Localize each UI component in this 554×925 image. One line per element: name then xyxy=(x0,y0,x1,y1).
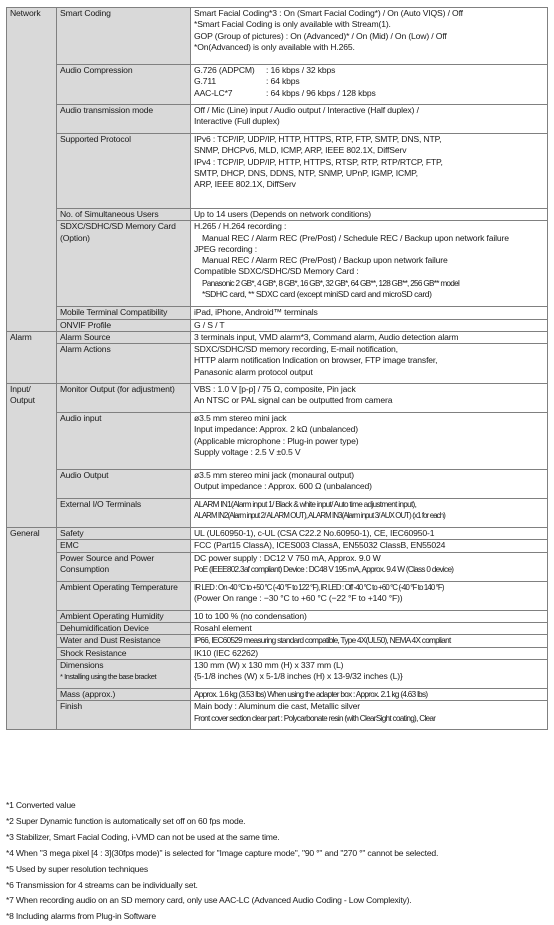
spec-category: Input/ Output xyxy=(7,384,57,528)
codec-bitrate: : 16 kbps / 32 kbps xyxy=(266,65,336,75)
spec-row xyxy=(7,701,548,730)
spec-row xyxy=(7,610,548,622)
spec-value xyxy=(191,65,548,105)
spec-item-label xyxy=(57,65,191,105)
spec-value xyxy=(191,688,548,700)
spec-value-line: IP66, IEC60529 measuring standard compatible, Type 4X(UL50), NEMA 4X compliant xyxy=(194,636,451,646)
spec-value-line: Main body : Aluminum die cast, Metallic silver xyxy=(194,701,360,712)
spec-item-text: Power Source and Power Consumption xyxy=(60,552,155,575)
spec-item-text: Mass (approx.) xyxy=(60,688,116,699)
spec-value-line: 130 mm (W) x 130 mm (H) x 337 mm (L) xyxy=(194,659,344,670)
spec-row xyxy=(7,647,548,659)
spec-value-line: Smart Facial Coding*3 : On (Smart Facial Coding*) / On (Auto VIQS) / Off xyxy=(194,8,463,18)
spec-row xyxy=(7,635,548,647)
spec-item-label xyxy=(57,221,191,307)
spec-value-line: An NTSC or PAL signal can be outputted from camera xyxy=(194,395,393,406)
codec-bitrate: : 64 kbps / 96 kbps / 128 kbps xyxy=(266,87,376,98)
spec-value xyxy=(191,623,548,635)
spec-item-label xyxy=(57,528,191,540)
spec-value xyxy=(191,307,548,319)
spec-value-line: VBS : 1.0 V [p-p] / 75 Ω, composite, Pin jack xyxy=(194,384,356,395)
spec-value-line: IR LED : On -40 °C to +50 °C (-40 °F to 122 °F), IR LED : Off -40 °C to +60 °C (-40 °F to 140 °F) xyxy=(194,582,444,592)
spec-row xyxy=(7,331,548,343)
spec-value-line: Panasonic 2 GB*, 4 GB*, 8 GB*, 16 GB*, 32 GB*, 64 GB**, 128 GB**, 256 GB** model xyxy=(202,278,460,288)
spec-value-line: *On(Advanced) is only available with H.265. xyxy=(194,41,355,52)
spec-row xyxy=(7,221,548,307)
spec-value-line: 3 terminals input, VMD alarm*3, Command alarm, Audio detection alarm xyxy=(194,331,459,342)
spec-item-text: Audio input xyxy=(60,413,102,424)
spec-value-line: G / S / T xyxy=(194,319,225,330)
footnote: *3 Stabilizer, Smart Facial Coding, i-VMD can not be used at the same time. xyxy=(6,831,280,842)
spec-item-text: Finish xyxy=(60,701,83,712)
spec-value-line: ALARM IN1(Alarm input 1/ Black & white input/ Auto time adjustment input), xyxy=(194,500,417,510)
spec-item-text: No. of Simultaneous Users xyxy=(60,209,159,219)
spec-value-line: Supply voltage : 2.5 V ±0.5 V xyxy=(194,447,301,458)
footnote: *7 When recording audio on an SD memory card, only use AAC-LC (Advanced Audio Coding - Low Complexity). xyxy=(6,895,412,906)
spec-item-text: Audio Output xyxy=(60,470,109,481)
spec-row xyxy=(7,413,548,470)
spec-value xyxy=(191,221,548,307)
spec-item-text: SDXC/SDHC/SD Memory Card (Option) xyxy=(60,221,176,243)
spec-item-text: Mobile Terminal Compatibility xyxy=(60,307,168,318)
spec-item-label xyxy=(57,499,191,528)
spec-item-label xyxy=(57,8,191,65)
spec-value-line: (Applicable microphone : Plug-in power type) xyxy=(194,435,359,446)
spec-value-line: HTTP alarm notification Indication on browser, FTP image transfer, xyxy=(194,355,438,366)
spec-value-line: Up to 14 users (Depends on network conditions) xyxy=(194,209,372,219)
spec-value-line: {5-1/8 inches (W) x 5-1/8 inches (H) x 13-9/32 inches (L)} xyxy=(194,671,403,682)
spec-item-label xyxy=(57,105,191,134)
spec-value xyxy=(191,552,548,581)
spec-value-line: UL (UL60950-1), c-UL (CSA C22.2 No.60950-1), CE, IEC60950-1 xyxy=(194,528,435,539)
spec-value-line: ø3.5 mm stereo mini jack xyxy=(194,413,287,424)
spec-row xyxy=(7,8,548,65)
spec-value-line: iPad, iPhone, Android™ terminals xyxy=(194,307,318,318)
spec-row xyxy=(7,307,548,319)
spec-item-label xyxy=(57,688,191,700)
spec-row xyxy=(7,659,548,688)
spec-item-label xyxy=(57,610,191,622)
spec-item-label xyxy=(57,209,191,221)
spec-value-line: ø3.5 mm stereo mini jack (monaural output) xyxy=(194,470,354,481)
spec-item-text: Shock Resistance xyxy=(60,647,127,658)
spec-item-label xyxy=(57,331,191,343)
spec-item-label xyxy=(57,540,191,552)
codec-name: AAC-LC*7 xyxy=(194,87,233,98)
spec-value-line: IPv4 : TCP/IP, UDP/IP, HTTP, HTTPS, RTSP, RTP, RTP/RTCP, FTP, xyxy=(194,156,443,167)
spec-row xyxy=(7,581,548,610)
specifications-table-body xyxy=(7,8,548,730)
spec-value xyxy=(191,331,548,343)
spec-value-line: *Smart Facial Coding is only available with Stream(1). xyxy=(194,19,391,30)
spec-value xyxy=(191,319,548,331)
spec-value xyxy=(191,209,548,221)
spec-item-label xyxy=(57,384,191,413)
spec-value-line: Off / Mic (Line) input / Audio output / Interactive (Half duplex) / xyxy=(194,105,419,115)
spec-value-line: Panasonic alarm protocol output xyxy=(194,366,313,377)
spec-item-text: EMC xyxy=(60,540,79,551)
footnote: *8 Including alarms from Plug-in Software xyxy=(6,911,156,922)
spec-value-line: Rosahl element xyxy=(194,623,252,634)
spec-value xyxy=(191,581,548,610)
spec-value xyxy=(191,701,548,730)
spec-category: Network xyxy=(7,8,57,332)
spec-value-line: PoE (IEEE802.3af compliant) Device : DC48 V 195 mA, Approx. 9.4 W (Class 0 device) xyxy=(194,565,454,575)
spec-item-label xyxy=(57,581,191,610)
spec-value-line: Input impedance: Approx. 2 kΩ (unbalanced) xyxy=(194,424,358,435)
spec-item-label xyxy=(57,134,191,209)
spec-item-text: Alarm Actions xyxy=(60,344,111,355)
spec-item-text: Dehumidification Device xyxy=(60,623,149,634)
spec-category: General xyxy=(7,528,57,730)
codec-line xyxy=(194,65,544,76)
spec-row xyxy=(7,540,548,552)
spec-row xyxy=(7,134,548,209)
codec-bitrate: : 64 kbps xyxy=(266,76,300,87)
spec-value xyxy=(191,105,548,134)
specifications-table xyxy=(6,7,548,730)
spec-item-text: Audio Compression xyxy=(60,65,133,75)
spec-row xyxy=(7,105,548,134)
spec-value-line: Compatible SDXC/SDHC/SD Memory Card : xyxy=(194,266,359,277)
spec-value-line: IK10 (IEC 62262) xyxy=(194,647,259,658)
spec-item-label xyxy=(57,413,191,470)
spec-value-line: Interactive (Full duplex) xyxy=(194,116,280,127)
spec-row xyxy=(7,384,548,413)
footnote: *5 Used by super resolution techniques xyxy=(6,863,148,874)
spec-value xyxy=(191,528,548,540)
spec-item-text: Supported Protocol xyxy=(60,134,131,144)
spec-value xyxy=(191,659,548,688)
spec-value-line: *SDHC card, ** SDXC card (except miniSD card and microSD card) xyxy=(202,289,432,300)
spec-item-text: Safety xyxy=(60,528,84,539)
spec-item-text: Water and Dust Resistance xyxy=(60,635,161,646)
spec-item-text: Ambient Operating Temperature xyxy=(60,581,178,592)
spec-item-label xyxy=(57,701,191,730)
codec-line xyxy=(194,76,544,87)
spec-row xyxy=(7,65,548,105)
spec-item-text: Dimensions xyxy=(60,659,104,670)
spec-value-line: FCC (Part15 ClassA), ICES003 ClassA, EN55032 ClassB, EN55024 xyxy=(194,540,446,551)
spec-value xyxy=(191,413,548,470)
spec-value-line: 10 to 100 % (no condensation) xyxy=(194,610,307,621)
spec-item-label xyxy=(57,635,191,647)
footnotes xyxy=(6,798,551,925)
spec-row xyxy=(7,209,548,221)
codec-line xyxy=(194,88,544,99)
spec-row xyxy=(7,499,548,528)
spec-row xyxy=(7,552,548,581)
footnote: *2 Super Dynamic function is automatically set off on 60 fps mode. xyxy=(6,815,246,826)
spec-value-line: JPEG recording : xyxy=(194,243,258,254)
spec-value xyxy=(191,540,548,552)
footnote: *6 Transmission for 4 streams can be individually set. xyxy=(6,879,198,890)
spec-value xyxy=(191,610,548,622)
spec-item-label xyxy=(57,647,191,659)
footnote: *4 When "3 mega pixel [4 : 3](30fps mode)" is selected for "Image capture mode", "90 °" and "270 °" cannot be selected. xyxy=(6,847,439,858)
spec-item-label xyxy=(57,623,191,635)
spec-value-line: IPv6 : TCP/IP, UDP/IP, HTTP, HTTPS, RTP, FTP, SMTP, DNS, NTP, xyxy=(194,134,442,144)
spec-value-line: Approx. 1.6 kg (3.53 lbs) When using the adapter box : Approx. 2.1 kg (4.63 lbs) xyxy=(194,689,428,699)
spec-value-line: Manual REC / Alarm REC (Pre/Post) / Backup upon network failure xyxy=(202,255,448,266)
spec-value-line: SNMP, DHCPv6, MLD, ICMP, ARP, IEEE 802.1X, DiffServ xyxy=(194,145,407,156)
spec-value xyxy=(191,134,548,209)
spec-row xyxy=(7,623,548,635)
spec-item-text: Alarm Source xyxy=(60,331,111,342)
spec-item-label xyxy=(57,552,191,581)
spec-value-line: DC power supply : DC12 V 750 mA, Approx. 9.0 W xyxy=(194,552,381,563)
spec-value-line: ALARM IN2(Alarm input 2/ ALARM OUT), ALARM IN3(Alarm input 3/ AUX OUT) (x1 for each) xyxy=(194,511,445,521)
spec-value xyxy=(191,470,548,499)
spec-row xyxy=(7,344,548,384)
spec-value xyxy=(191,8,548,65)
spec-value-line: SDXC/SDHC/SD memory recording, E-mail notification, xyxy=(194,344,398,355)
spec-item-text: ONVIF Profile xyxy=(60,319,112,330)
spec-item-label xyxy=(57,470,191,499)
spec-row xyxy=(7,470,548,499)
spec-item-label xyxy=(57,659,191,688)
spec-item-text: External I/O Terminals xyxy=(60,499,142,510)
spec-item-label xyxy=(57,319,191,331)
footnote: *1 Converted value xyxy=(6,800,76,810)
spec-row xyxy=(7,319,548,331)
spec-value-line: GOP (Group of pictures) : On (Advanced)* / On (Mid) / On (Low) / Off xyxy=(194,30,447,41)
spec-item-text: Monitor Output (for adjustment) xyxy=(60,384,175,395)
codec-name: G.726 (ADPCM) xyxy=(194,65,255,75)
spec-item-text: Smart Coding xyxy=(60,8,111,18)
spec-value xyxy=(191,647,548,659)
spec-value-line: Output impedance : Approx. 600 Ω (unbalanced) xyxy=(194,481,372,492)
spec-item-label xyxy=(57,344,191,384)
codec-name: G.711 xyxy=(194,76,217,87)
spec-item-note: * Installing using the base bracket xyxy=(60,672,157,682)
spec-item-text: Ambient Operating Humidity xyxy=(60,610,164,621)
spec-value-line: (Power On range : −30 °C to +60 °C (−22 °F to +140 °F)) xyxy=(194,593,403,604)
spec-row xyxy=(7,528,548,540)
spec-value-line: H.265 / H.264 recording : xyxy=(194,221,287,232)
spec-value-line: ARP, IEEE 802.1X, DiffServ xyxy=(194,179,296,190)
spec-value xyxy=(191,635,548,647)
spec-value-line: Front cover section clear part : Polycarbonate resin (with ClearSight coating), Clear xyxy=(194,713,436,723)
spec-category: Alarm xyxy=(7,331,57,383)
spec-row xyxy=(7,688,548,700)
spec-value xyxy=(191,499,548,528)
spec-value-line: Manual REC / Alarm REC (Pre/Post) / Schedule REC / Backup upon network failure xyxy=(202,232,509,243)
spec-value xyxy=(191,344,548,384)
spec-item-label xyxy=(57,307,191,319)
spec-value-line: SMTP, DHCP, DNS, DDNS, NTP, SNMP, UPnP, IGMP, ICMP, xyxy=(194,167,418,178)
spec-item-text: Audio transmission mode xyxy=(60,105,154,115)
spec-value xyxy=(191,384,548,413)
